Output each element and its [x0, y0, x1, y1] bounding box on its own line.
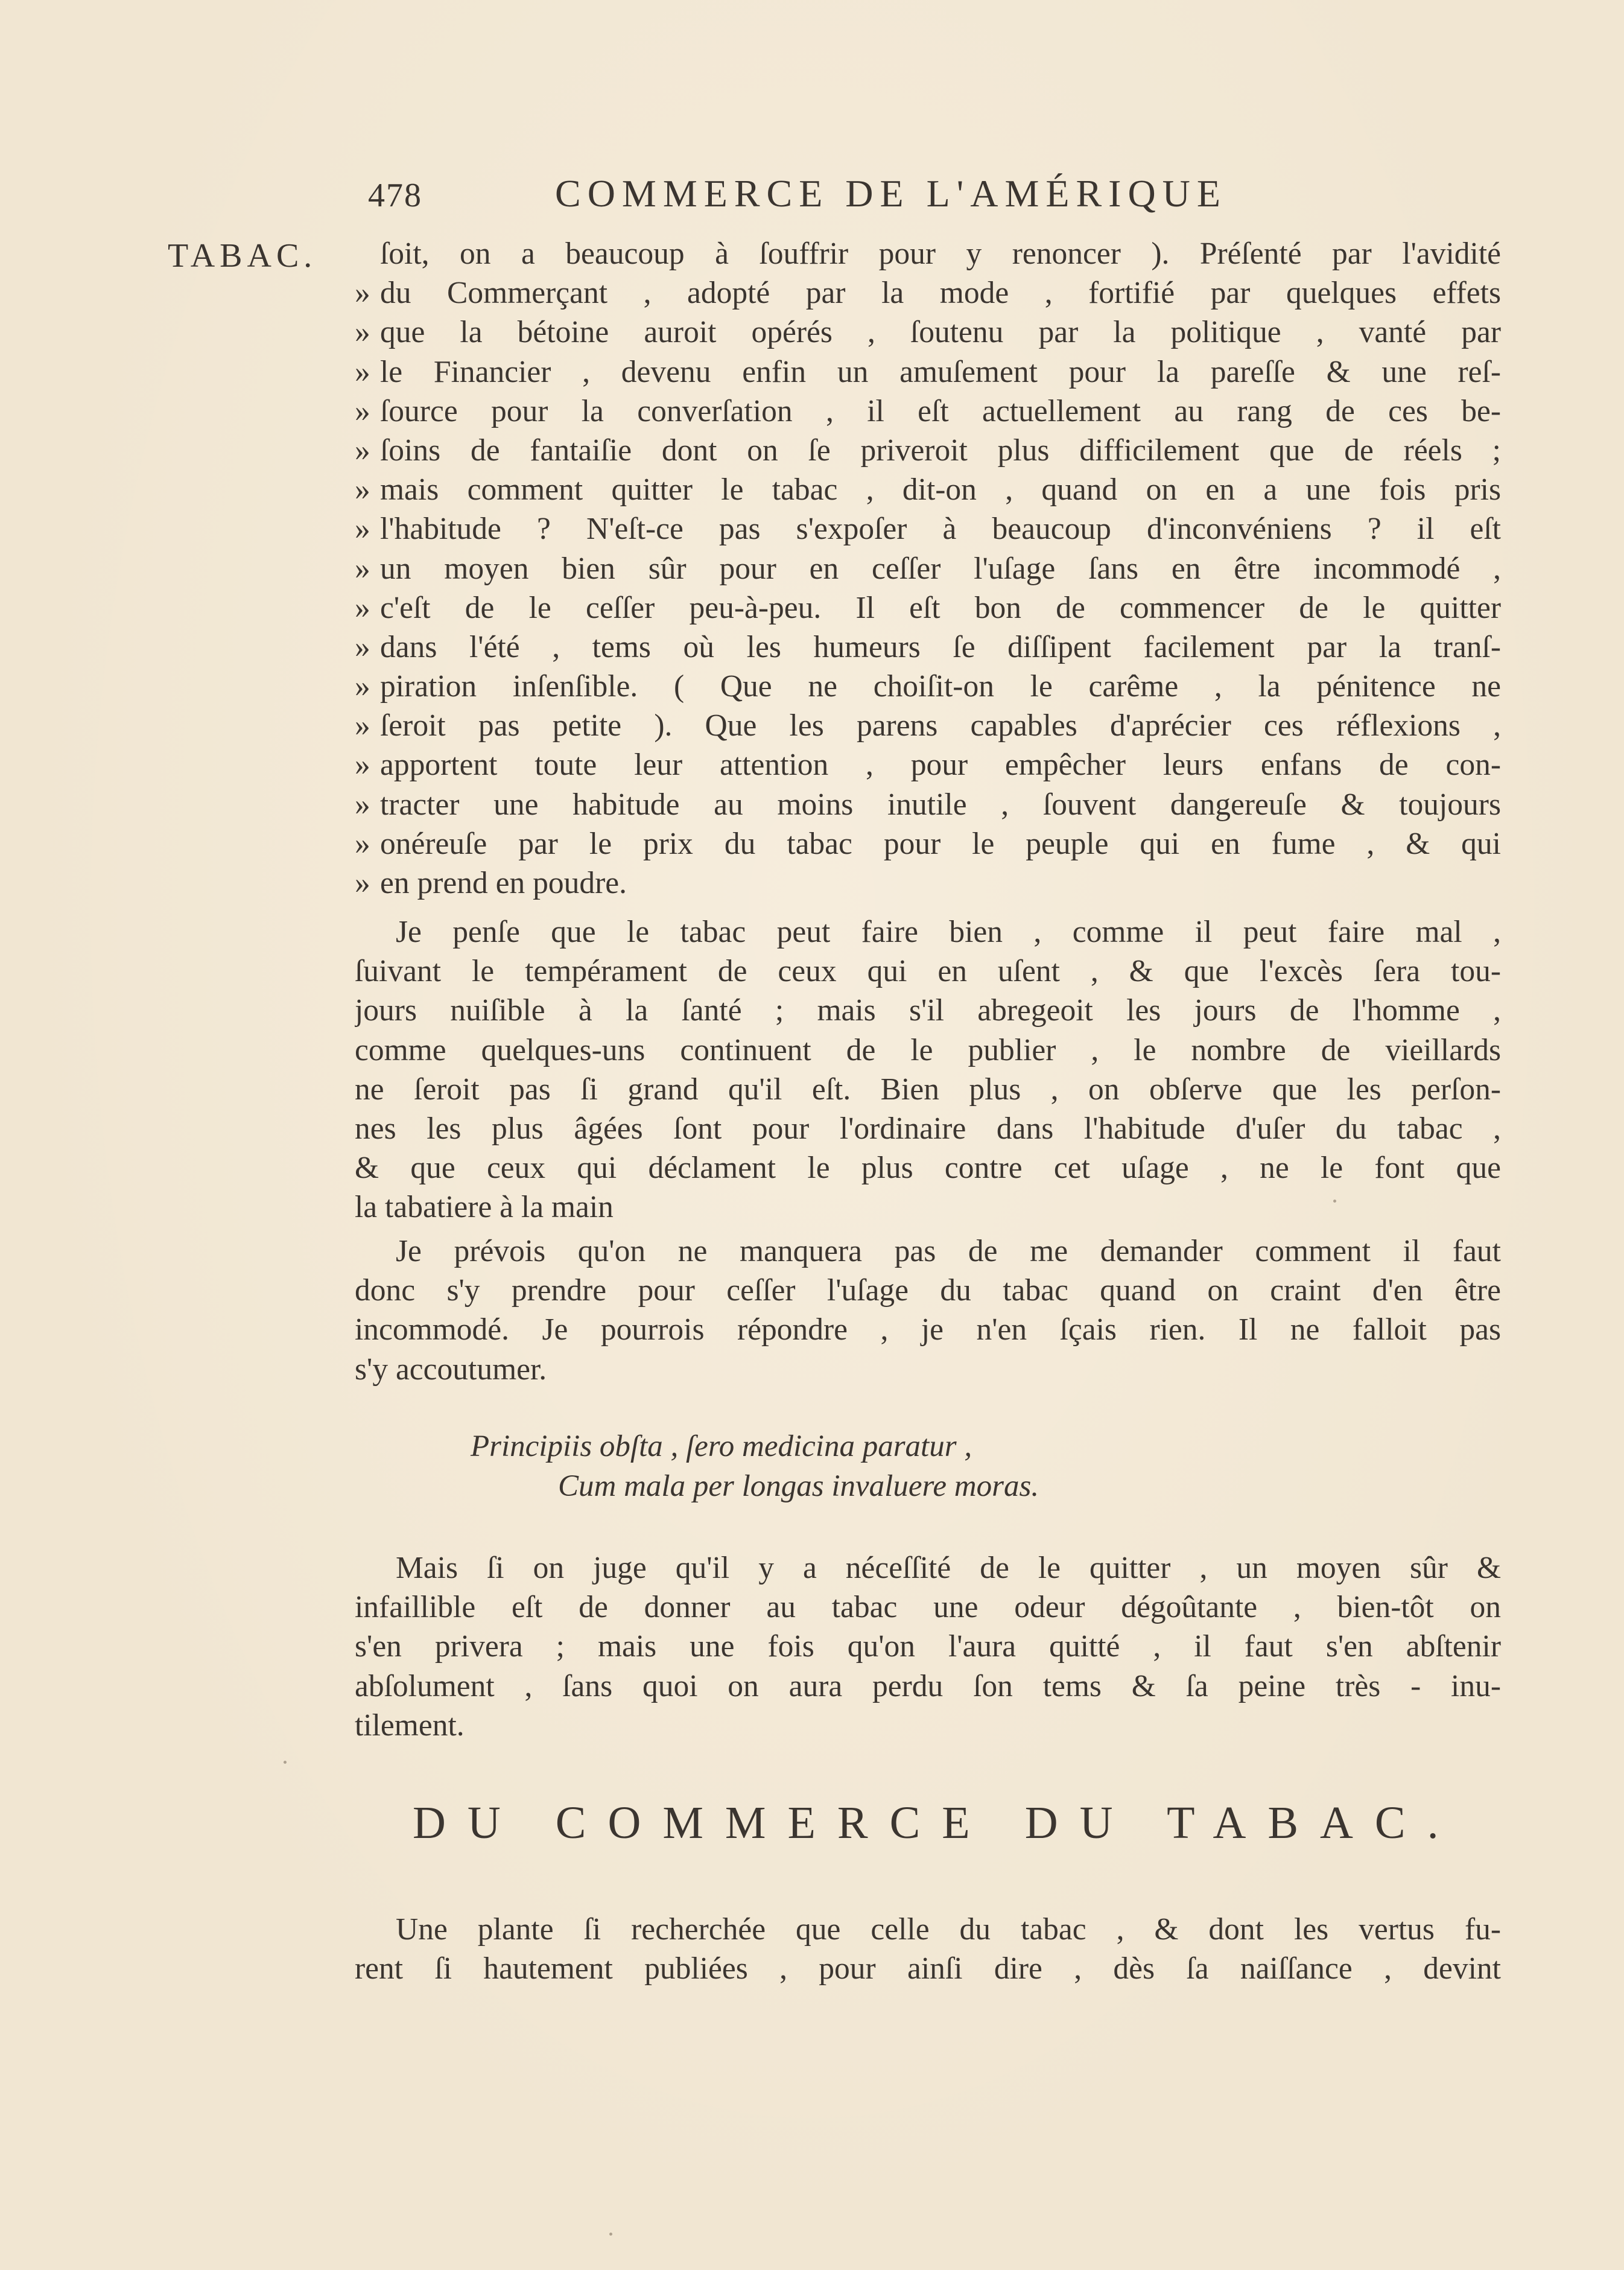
quote-line-text: ſoit, on a beaucoup à ſouffrir pour y renoncer ). Préſenté par l'avidité — [380, 237, 1501, 271]
paragraph-line: Je prévois qu'on ne manquera pas de me demander comment il faut — [396, 1234, 1501, 1268]
quote-line — [355, 863, 1501, 903]
paper-speck — [609, 2233, 612, 2236]
paragraph-line: Une plante ſi recherchée que celle du tabac , & dont les vertus fu- — [396, 1912, 1501, 1947]
quote-line-text: ſeroit pas petite ). Que les parens capables d'aprécier ces réflexions , — [380, 708, 1501, 743]
quote-line-text: c'eſt de le ceſſer peu-à-peu. Il eſt bon de commencer de le quitter — [380, 590, 1501, 625]
quote-line-text: du Commerçant , adopté par la mode , fortifié par quelques effets — [380, 276, 1501, 311]
quote-line-text: ſource pour la converſation , il eſt actuellement au rang de ces be- — [380, 393, 1501, 428]
quote-mark: » — [355, 748, 370, 783]
quote-mark: » — [355, 354, 370, 389]
verse-line-2: Cum mala per longas invaluere moras. — [558, 1469, 1039, 1503]
paragraph-disgusting-odor — [355, 1548, 1501, 1745]
quote-mark: » — [355, 551, 370, 586]
paragraph-line: tilement. — [355, 1708, 465, 1743]
quote-line — [355, 470, 1501, 509]
quoted-passage — [355, 234, 1501, 903]
quote-line — [355, 352, 1501, 392]
quote-line — [355, 392, 1501, 431]
quote-line-text: mais comment quitter le tabac , dit-on , quand on en a une fois pris — [380, 472, 1501, 507]
paragraph-line: abſolument , ſans quoi on aura perdu ſon tems & ſa peine très - inu- — [355, 1668, 1501, 1703]
quote-line-text: l'habitude ? N'eſt-ce pas s'expoſer à beaucoup d'inconvéniens ? il eſt — [380, 512, 1501, 547]
quote-mark: » — [355, 433, 370, 468]
quote-line-text: ſoins de fantaiſie dont on ſe priveroit plus difficilement que de réels ; — [380, 433, 1501, 468]
quote-mark: » — [355, 866, 370, 900]
quote-mark: » — [355, 826, 370, 861]
paragraph-line: incommodé. Je pourrois répondre , je n'en ſçais rien. Il ne falloit pas — [355, 1312, 1501, 1347]
paragraph-line: infaillible eſt de donner au tabac une odeur dégoûtante , bien-tôt on — [355, 1590, 1501, 1625]
latin-verse — [471, 1426, 1315, 1506]
quote-line-text: que la bétoine auroit opérés , ſoutenu par la politique , vanté par — [380, 315, 1501, 350]
paragraph-line: Je penſe que le tabac peut faire bien , comme il peut faire mal , — [396, 915, 1501, 949]
paragraph-line: comme quelques-uns continuent de le publier , le nombre de vieillards — [355, 1032, 1501, 1067]
quote-line — [355, 628, 1501, 667]
paper-speck — [284, 1761, 287, 1764]
quote-line — [355, 706, 1501, 745]
quote-line-text: dans l'été , tems où les humeurs ſe diſſipent facilement par la tranſ- — [380, 629, 1501, 664]
quote-mark: » — [355, 590, 370, 625]
quote-line — [355, 509, 1501, 548]
quote-mark: » — [355, 512, 370, 547]
quote-mark: » — [355, 669, 370, 704]
running-title: COMMERCE DE L'AMÉRIQUE — [555, 172, 1227, 215]
quote-line-text: le Financier , devenu enfin un amuſement pour la pareſſe & une reſ- — [380, 354, 1501, 389]
quote-line — [355, 549, 1501, 588]
quote-line-text: onéreuſe par le prix du tabac pour le peuple qui en fume , & qui — [380, 826, 1501, 861]
quote-line — [355, 273, 1501, 313]
quote-mark: » — [355, 393, 370, 428]
paragraph-line: ſuivant le tempérament de ceux qui en uſent , & que l'excès ſera tou- — [355, 954, 1501, 989]
quote-line-text: apportent toute leur attention , pour empêcher leurs enfans de con- — [380, 748, 1501, 783]
quote-line-text: tracter une habitude au moins inutile , ſouvent dangereuſe & toujours — [380, 787, 1501, 822]
quote-line — [355, 667, 1501, 706]
quote-mark: » — [355, 315, 370, 350]
page-number: 478 — [368, 177, 422, 214]
paragraph-line: nes les plus âgées ſont pour l'ordinaire dans l'habitude d'uſer du tabac , — [355, 1111, 1501, 1146]
quote-mark: » — [355, 629, 370, 664]
page-header — [356, 171, 1381, 226]
paragraph-line: Mais ſi on juge qu'il y a néceſſité de le quitter , un moyen sûr & — [396, 1551, 1501, 1585]
paragraph-how-to-quit — [355, 1232, 1501, 1389]
paragraph-line: ne ſeroit pas ſi grand qu'il eſt. Bien plus , on obſerve que les perſon- — [355, 1072, 1501, 1107]
paper-speck — [1333, 1200, 1336, 1203]
quote-line — [355, 824, 1501, 863]
quote-line-text: piration inſenſible. ( Que ne choiſit-on le carême , la pénitence ne — [380, 669, 1501, 704]
paragraph-tobacco-health — [355, 912, 1501, 1227]
paragraph-tobacco-trade — [355, 1910, 1501, 1988]
quote-mark: » — [355, 472, 370, 507]
paragraph-line: jours nuiſible à la ſanté ; mais s'il abregeoit les jours de l'homme , — [355, 993, 1501, 1028]
quote-mark: » — [355, 276, 370, 311]
quote-mark: » — [355, 708, 370, 743]
paragraph-line: & que ceux qui déclament le plus contre cet uſage , ne le font que — [355, 1151, 1501, 1186]
quote-line — [355, 745, 1501, 784]
section-heading: DU COMMERCE DU TABAC. — [413, 1798, 1461, 1848]
quote-line — [355, 234, 1501, 273]
margin-note: TABAC. — [168, 237, 317, 275]
quote-line — [355, 431, 1501, 470]
quote-line — [355, 588, 1501, 628]
quote-line — [355, 313, 1501, 352]
paragraph-line: s'y accoutumer. — [355, 1352, 547, 1387]
quote-line-text: en prend en poudre. — [380, 866, 627, 900]
paragraph-line: rent ſi hautement publiées , pour ainſi dire , dès ſa naiſſance , devint — [355, 1951, 1501, 1986]
verse-line-1: Principiis obſta , ſero medicina paratur , — [471, 1429, 972, 1463]
quote-mark: » — [355, 787, 370, 822]
quote-line — [355, 785, 1501, 824]
paragraph-line: s'en privera ; mais une fois qu'on l'aura quitté , il faut s'en abſtenir — [355, 1629, 1501, 1664]
paragraph-line: la tabatiere à la main — [355, 1190, 614, 1225]
paragraph-line: donc s'y prendre pour ceſſer l'uſage du tabac quand on craint d'en être — [355, 1273, 1501, 1308]
quote-line-text: un moyen bien sûr pour en ceſſer l'uſage ſans en être incommodé , — [380, 551, 1501, 586]
